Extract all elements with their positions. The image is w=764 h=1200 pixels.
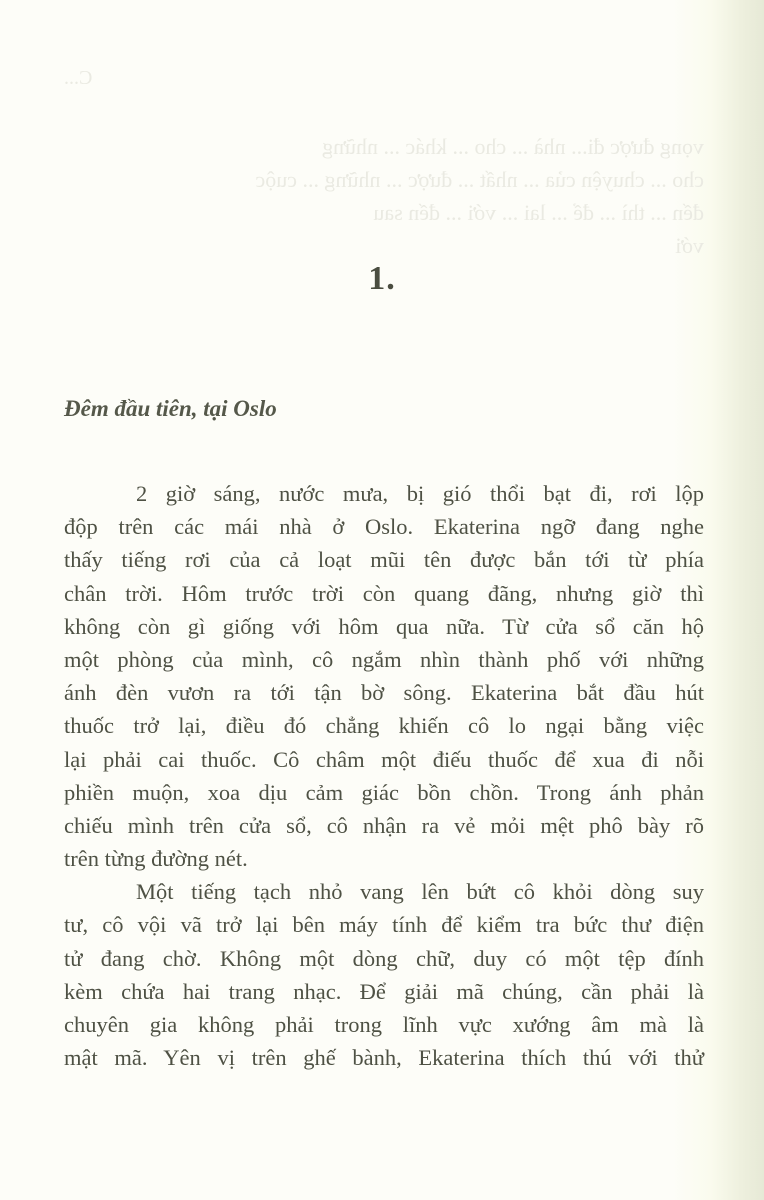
bleed-through-header: C... bbox=[64, 67, 93, 89]
text-line: 2 giờ sáng, nước mưa, bị gió thổi bạt đi, rơi lộp bbox=[136, 481, 704, 506]
paragraph-1 bbox=[64, 477, 704, 875]
text-line: chiếu mình trên cửa sổ, cô nhận ra vẻ mỏi mệt phô bày rõ bbox=[64, 812, 704, 838]
chapter-number: 1. bbox=[368, 260, 396, 297]
text-line: phiền muộn, xoa dịu cảm giác bồn chồn. Trong ánh phản bbox=[64, 779, 704, 805]
text-line: không còn gì giống với hôm qua nữa. Từ cửa sổ căn hộ bbox=[64, 613, 704, 639]
text-line: tư, cô vội vã trở lại bên máy tính để kiểm tra bức thư điện bbox=[64, 912, 704, 938]
text-line: kèm chứa hai trang nhạc. Để giải mã chúng, cần phải là bbox=[64, 978, 704, 1004]
paragraph-2 bbox=[64, 875, 704, 1074]
text-line: một phòng của mình, cô ngắm nhìn thành phố với những bbox=[64, 646, 704, 672]
bleed-through-text bbox=[64, 130, 704, 262]
text-line: ánh đèn vươn ra tới tận bờ sông. Ekaterina bắt đầu hút bbox=[64, 680, 704, 706]
bleed-through-line: vọng được đi... nhà ... cho ... khác ... những bbox=[322, 134, 704, 159]
text-line: Một tiếng tạch nhỏ vang lên bứt cô khỏi dòng suy bbox=[136, 879, 704, 905]
text-line: chuyên gia không phải trong lĩnh vực xướng âm mà là bbox=[64, 1012, 704, 1037]
body-text bbox=[64, 477, 704, 1074]
text-line: trên từng đường nét. bbox=[64, 846, 248, 872]
text-line: lại phải cai thuốc. Cô châm một điếu thuốc để xua đi nỗi bbox=[64, 746, 704, 772]
bleed-through-line: với bbox=[675, 233, 704, 258]
text-line: độp trên các mái nhà ở Oslo. Ekaterina ngỡ đang nghe bbox=[64, 514, 704, 540]
text-line: thấy tiếng rơi của cả loạt mũi tên được bắn tới từ phía bbox=[64, 547, 704, 573]
section-title: Đêm đầu tiên, tại Oslo bbox=[64, 396, 277, 421]
text-line: mật mã. Yên vị trên ghế bành, Ekaterina thích thú với thử bbox=[64, 1045, 704, 1071]
text-line: tử đang chờ. Không một dòng chữ, duy có một tệp đính bbox=[64, 945, 704, 971]
text-line: thuốc trở lại, điều đó chẳng khiến cô lo ngại bằng việc bbox=[64, 713, 704, 739]
bleed-through-line: cho ... chuyện của ... nhất ... được ... những ... cuộc bbox=[255, 167, 704, 192]
text-line: chân trời. Hôm trước trời còn quang đãng, nhưng giờ thì bbox=[64, 580, 704, 606]
bleed-through-line: đến ... thì ... để ... lai ... với ... đến sau bbox=[373, 200, 704, 225]
